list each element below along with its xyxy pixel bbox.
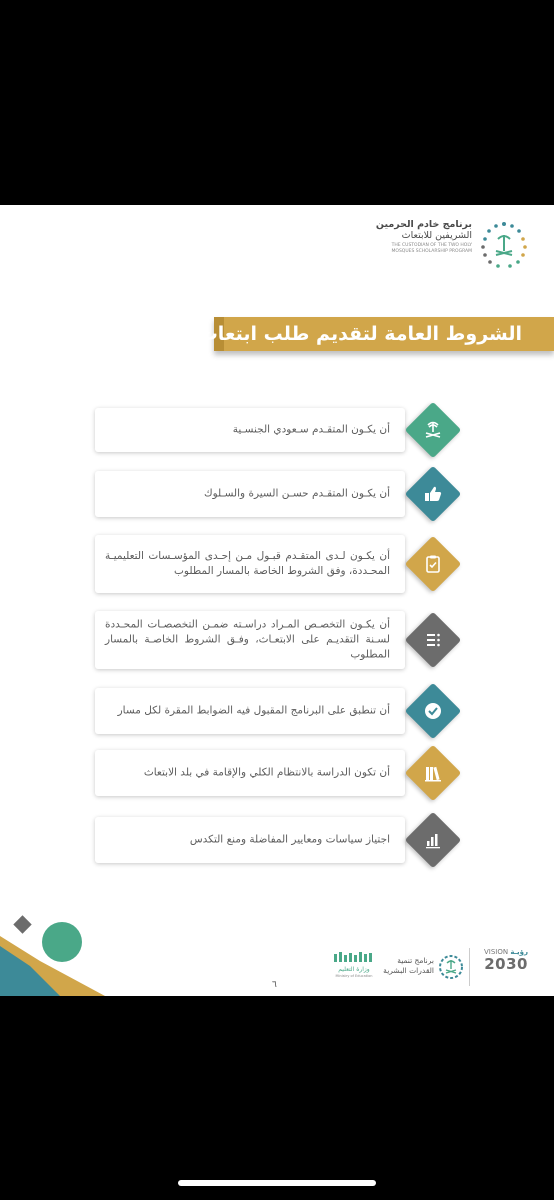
palm-swords-emblem-icon bbox=[421, 418, 445, 442]
condition-text: اجتياز سياسات ومعايير المفاضلة ومنع التكدس bbox=[189, 833, 390, 846]
page-number: ٦ bbox=[272, 980, 277, 990]
condition-item bbox=[95, 688, 455, 734]
condition-item bbox=[95, 611, 455, 669]
program-name-en-line1: THE CUSTODIAN OF THE TWO HOLY bbox=[391, 243, 472, 248]
thumbs-up-icon bbox=[421, 482, 445, 506]
program-name-ar-line2: الشريفين للابتعاث bbox=[401, 230, 472, 241]
books-icon bbox=[421, 761, 445, 785]
condition-text: أن يكـون المتقـدم حسـن السيرة والسـلوك bbox=[203, 487, 390, 500]
section-banner bbox=[198, 317, 554, 351]
moe-pattern-icon bbox=[334, 952, 374, 964]
program-logo bbox=[370, 219, 530, 273]
hcdp-logo: برنامج تنمية القدرات البشرية bbox=[384, 952, 464, 982]
check-circle-icon bbox=[421, 699, 445, 723]
condition-text: أن تكون الدراسة بالانتظام الكلي والإقامة في بلد الابتعاث bbox=[143, 766, 390, 779]
section-title: الشروط العامة لتقديم طلب ابتعاث bbox=[198, 323, 522, 345]
hcdp-emblem-icon bbox=[438, 954, 464, 980]
condition-text: أن يكـون لـدى المتقـدم قبـول مـن إحـدى المؤسـسات التعليميـة المحـددة، وفق الشروط الخاصة بالمسار المطلوب bbox=[105, 550, 390, 577]
home-indicator[interactable] bbox=[178, 1180, 376, 1186]
condition-text: أن يكـون التخصـص المـراد دراسـته ضمـن التخصصـات المحـددة لسـنة التقديـم على الابتعـاث، وفـق الشروط الخاصـة بالمسار المطلوب bbox=[105, 618, 390, 661]
program-name-en-line2: MOSQUES SCHOLARSHIP PROGRAM bbox=[391, 249, 472, 254]
program-emblem-icon bbox=[478, 221, 530, 269]
decorative-shapes bbox=[0, 906, 120, 996]
condition-item bbox=[95, 535, 455, 593]
clipboard-check-icon bbox=[421, 552, 445, 576]
condition-item bbox=[95, 408, 455, 452]
vision-2030-logo: VISION رؤيـة 2030 bbox=[469, 948, 528, 986]
condition-item bbox=[95, 817, 455, 863]
condition-item bbox=[95, 471, 455, 517]
ministry-of-education-logo: وزارة التعليم Ministry of Education bbox=[330, 952, 378, 984]
condition-text: أن يكـون المتقـدم سـعودي الجنسـية bbox=[232, 423, 390, 436]
bar-chart-icon bbox=[421, 828, 445, 852]
list-icon bbox=[421, 628, 445, 652]
footer-logos bbox=[300, 948, 540, 988]
condition-text: أن تنطبق على البرنامج المقبول فيه الضوابط المقرة لكل مسار bbox=[117, 704, 390, 717]
condition-item bbox=[95, 750, 455, 796]
document-page bbox=[0, 205, 554, 996]
program-name-ar-line1: برنامج خادم الحرمين bbox=[375, 219, 472, 230]
